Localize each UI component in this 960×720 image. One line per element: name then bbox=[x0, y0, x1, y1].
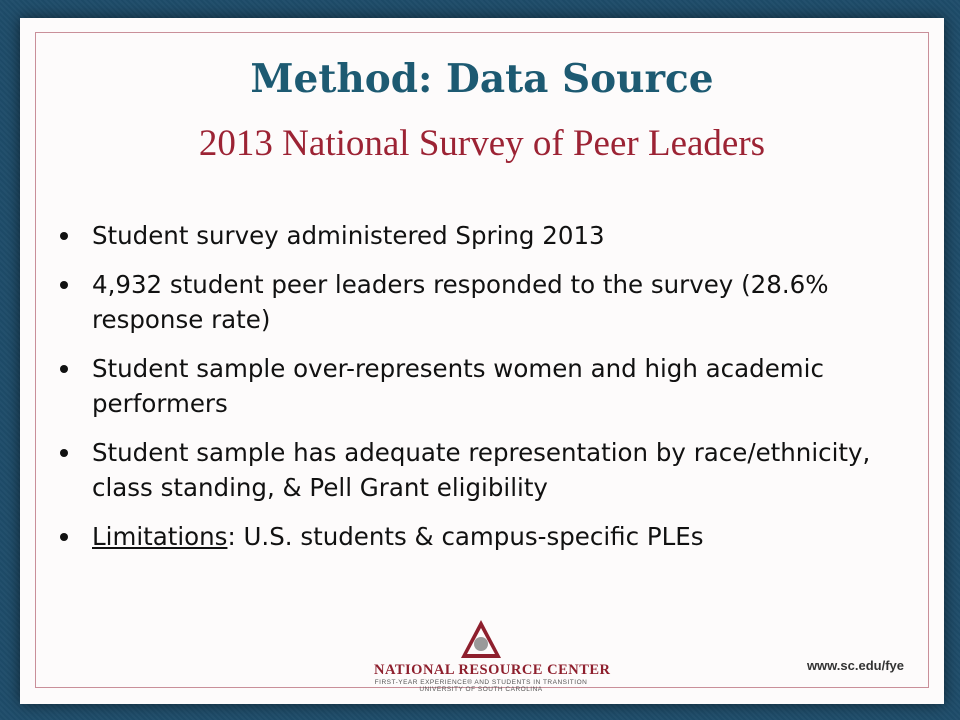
bullet-dot-icon bbox=[60, 533, 68, 541]
bullet-item bbox=[54, 218, 894, 253]
bullet-item bbox=[54, 351, 894, 421]
bullet-text: Student sample has adequate representation by race/ethnicity, class standing, & Pell Grant eligibility bbox=[92, 438, 871, 502]
bullet-item bbox=[54, 267, 894, 337]
national-resource-center-logo bbox=[374, 618, 611, 702]
bullet-item bbox=[54, 519, 894, 554]
triangle-logo-icon bbox=[459, 618, 503, 662]
logo-university: UNIVERSITY OF SOUTH CAROLINA bbox=[419, 686, 543, 693]
bullet-dot-icon bbox=[60, 232, 68, 240]
limitations-label: Limitations bbox=[92, 522, 228, 551]
footer-url: www.sc.edu/fye bbox=[806, 658, 904, 673]
logo-tagline: FIRST-YEAR EXPERIENCE® AND STUDENTS IN TRANSITION bbox=[374, 679, 588, 686]
bullet-text: Student survey administered Spring 2013 bbox=[92, 221, 605, 250]
logo-org-name: NATIONAL RESOURCE CENTER bbox=[374, 662, 611, 678]
bullet-dot-icon bbox=[60, 281, 68, 289]
bullet-item bbox=[54, 435, 894, 505]
bullet-dot-icon bbox=[60, 449, 68, 457]
slide-title: Method: Data Source bbox=[250, 56, 714, 102]
bullet-text: Student sample over-represents women and high academic performers bbox=[92, 354, 824, 418]
bullet-dot-icon bbox=[60, 365, 68, 373]
bullet-list bbox=[54, 218, 894, 568]
slide-subtitle: 2013 National Survey of Peer Leaders bbox=[198, 123, 766, 164]
bullet-text: : U.S. students & campus-specific PLEs bbox=[227, 522, 704, 551]
slide bbox=[20, 18, 944, 704]
bullet-text: 4,932 student peer leaders responded to the survey (28.6% response rate) bbox=[92, 270, 829, 334]
